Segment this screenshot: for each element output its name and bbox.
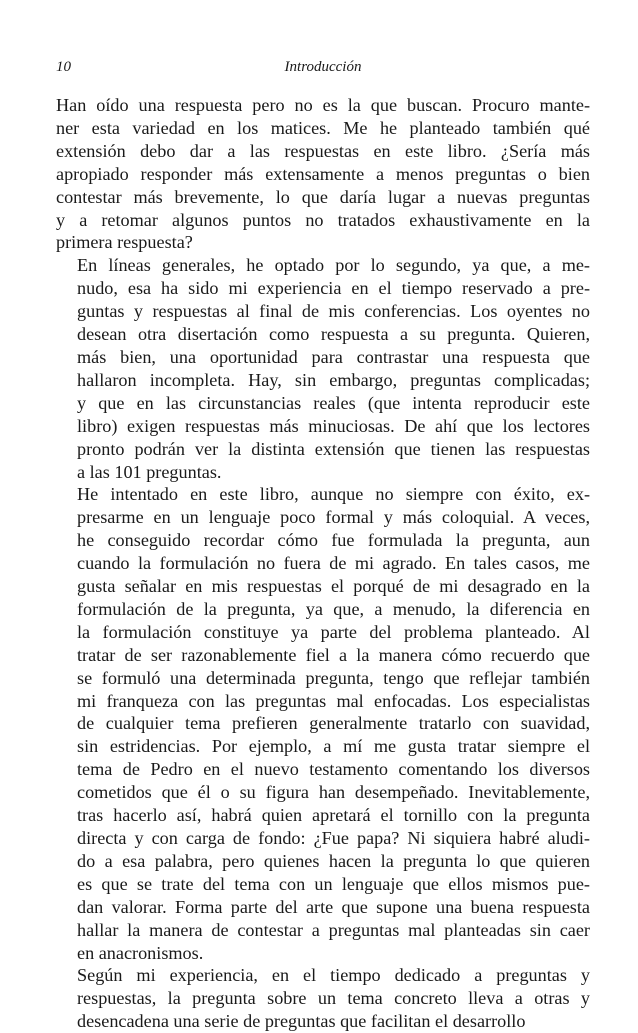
text-line: directa y con carga de fondo: ¿Fue papa? Ni siquiera habré aludi-: [77, 828, 590, 848]
text-line: nudo, esa ha sido mi experiencia en el tiempo reservado a pre-: [77, 278, 590, 299]
text-line: desean otra disertación como respuesta a su pregunta. Quieren,: [77, 324, 590, 345]
text-line: tratar de ser razonablemente fiel a la manera cómo recuerdo que: [77, 644, 590, 665]
paragraph: [56, 483, 590, 964]
text-line: contestar más brevemente, lo que daría lugar a nuevas preguntas: [56, 186, 590, 207]
text-line: En líneas generales, he optado por lo segundo, ya que, a me-: [77, 255, 590, 276]
paragraph: [56, 964, 590, 1033]
text-line: hallaron incompleta. Hay, sin embargo, preguntas complicadas;: [77, 369, 590, 390]
text-line: mi franqueza con las preguntas mal enfocadas. Los especialistas: [77, 690, 590, 711]
text-line: en anacronismos.: [77, 942, 204, 963]
text-line: tema de Pedro en el nuevo testamento comentando los diversos: [77, 759, 590, 780]
text-line: y que en las circunstancias reales (que intenta reproducir este: [77, 392, 590, 413]
text-line: cometidos que él o su figura han desempeñado. Inevitablemente,: [77, 782, 590, 803]
text-line: respuestas, la pregunta sobre un tema concreto lleva a otras y: [77, 988, 590, 1009]
text-line: formulación de la pregunta, ya que, a menudo, la diferencia en: [77, 598, 590, 619]
text-line: ner esta variedad en los matices. Me he planteado también qué: [56, 117, 590, 138]
text-line: gusta señalar en mis respuestas el porqué de mi desagrado en la: [77, 576, 590, 597]
text-line: presarme en un lenguaje poco formal y más coloquial. A veces,: [77, 507, 590, 528]
text-line: apropiado responder más extensamente a menos preguntas o bien: [56, 163, 590, 184]
text-line: se formuló una determinada pregunta, tengo que reflejar también: [77, 667, 590, 688]
text-line: he conseguido recordar cómo fue formulada la pregunta, aun: [77, 530, 590, 551]
text-line: He intentado en este libro, aunque no siempre con éxito, ex-: [77, 484, 590, 505]
page-number: 10: [56, 59, 71, 75]
text-line: cuando la formulación no fuera de mi agrado. En tales casos, me: [77, 553, 590, 574]
text-line: a las 101 preguntas.: [77, 461, 222, 482]
text-line: sin estridencias. Por ejemplo, a mí me gusta tratar siempre el: [77, 736, 590, 757]
text-line: de cualquier tema prefieren generalmente tratarlo con suavidad,: [77, 713, 590, 734]
paragraph: [56, 254, 590, 483]
text-line: do a esa palabra, pero quienes hacen la pregunta lo que quieren: [77, 850, 590, 871]
text-line: extensión debo dar a las respuestas en este libro. ¿Sería más: [56, 140, 590, 161]
text-line: es que se trate del tema con un lenguaje que ellos mismos pue-: [77, 873, 590, 894]
text-line: libro) exigen respuestas más minuciosas. De ahí que los lectores: [77, 415, 590, 436]
text-line: pronto podrán ver la distinta extensión que tienen las respuestas: [77, 438, 590, 459]
text-line: tras hacerlo así, habrá quien apretará el tornillo con la pregunta: [77, 805, 590, 826]
text-line: Según mi experiencia, en el tiempo dedicado a preguntas y: [77, 965, 590, 986]
text-line: la formulación constituye ya parte del problema planteado. Al: [77, 621, 590, 642]
text-line: guntas y respuestas al final de mis conferencias. Los oyentes no: [77, 301, 590, 322]
body-text: [56, 94, 590, 1033]
text-line: desencadena una serie de preguntas que facilitan el desarrollo: [77, 1011, 526, 1032]
running-header: [56, 55, 590, 79]
running-title: Introducción: [284, 59, 362, 75]
text-line: Han oído una respuesta pero no es la que buscan. Procuro mante-: [56, 95, 590, 115]
text-line: dan valorar. Forma parte del arte que supone una buena respuesta: [77, 896, 590, 917]
text-line: y a retomar algunos puntos no tratados exhaustivamente en la: [56, 209, 590, 230]
text-line: hallar la manera de contestar a preguntas mal planteadas sin caer: [77, 919, 590, 940]
text-line: más bien, una oportunidad para contrastar una respuesta que: [77, 346, 590, 367]
text-line: primera respuesta?: [56, 232, 193, 253]
paragraph: [56, 94, 590, 254]
